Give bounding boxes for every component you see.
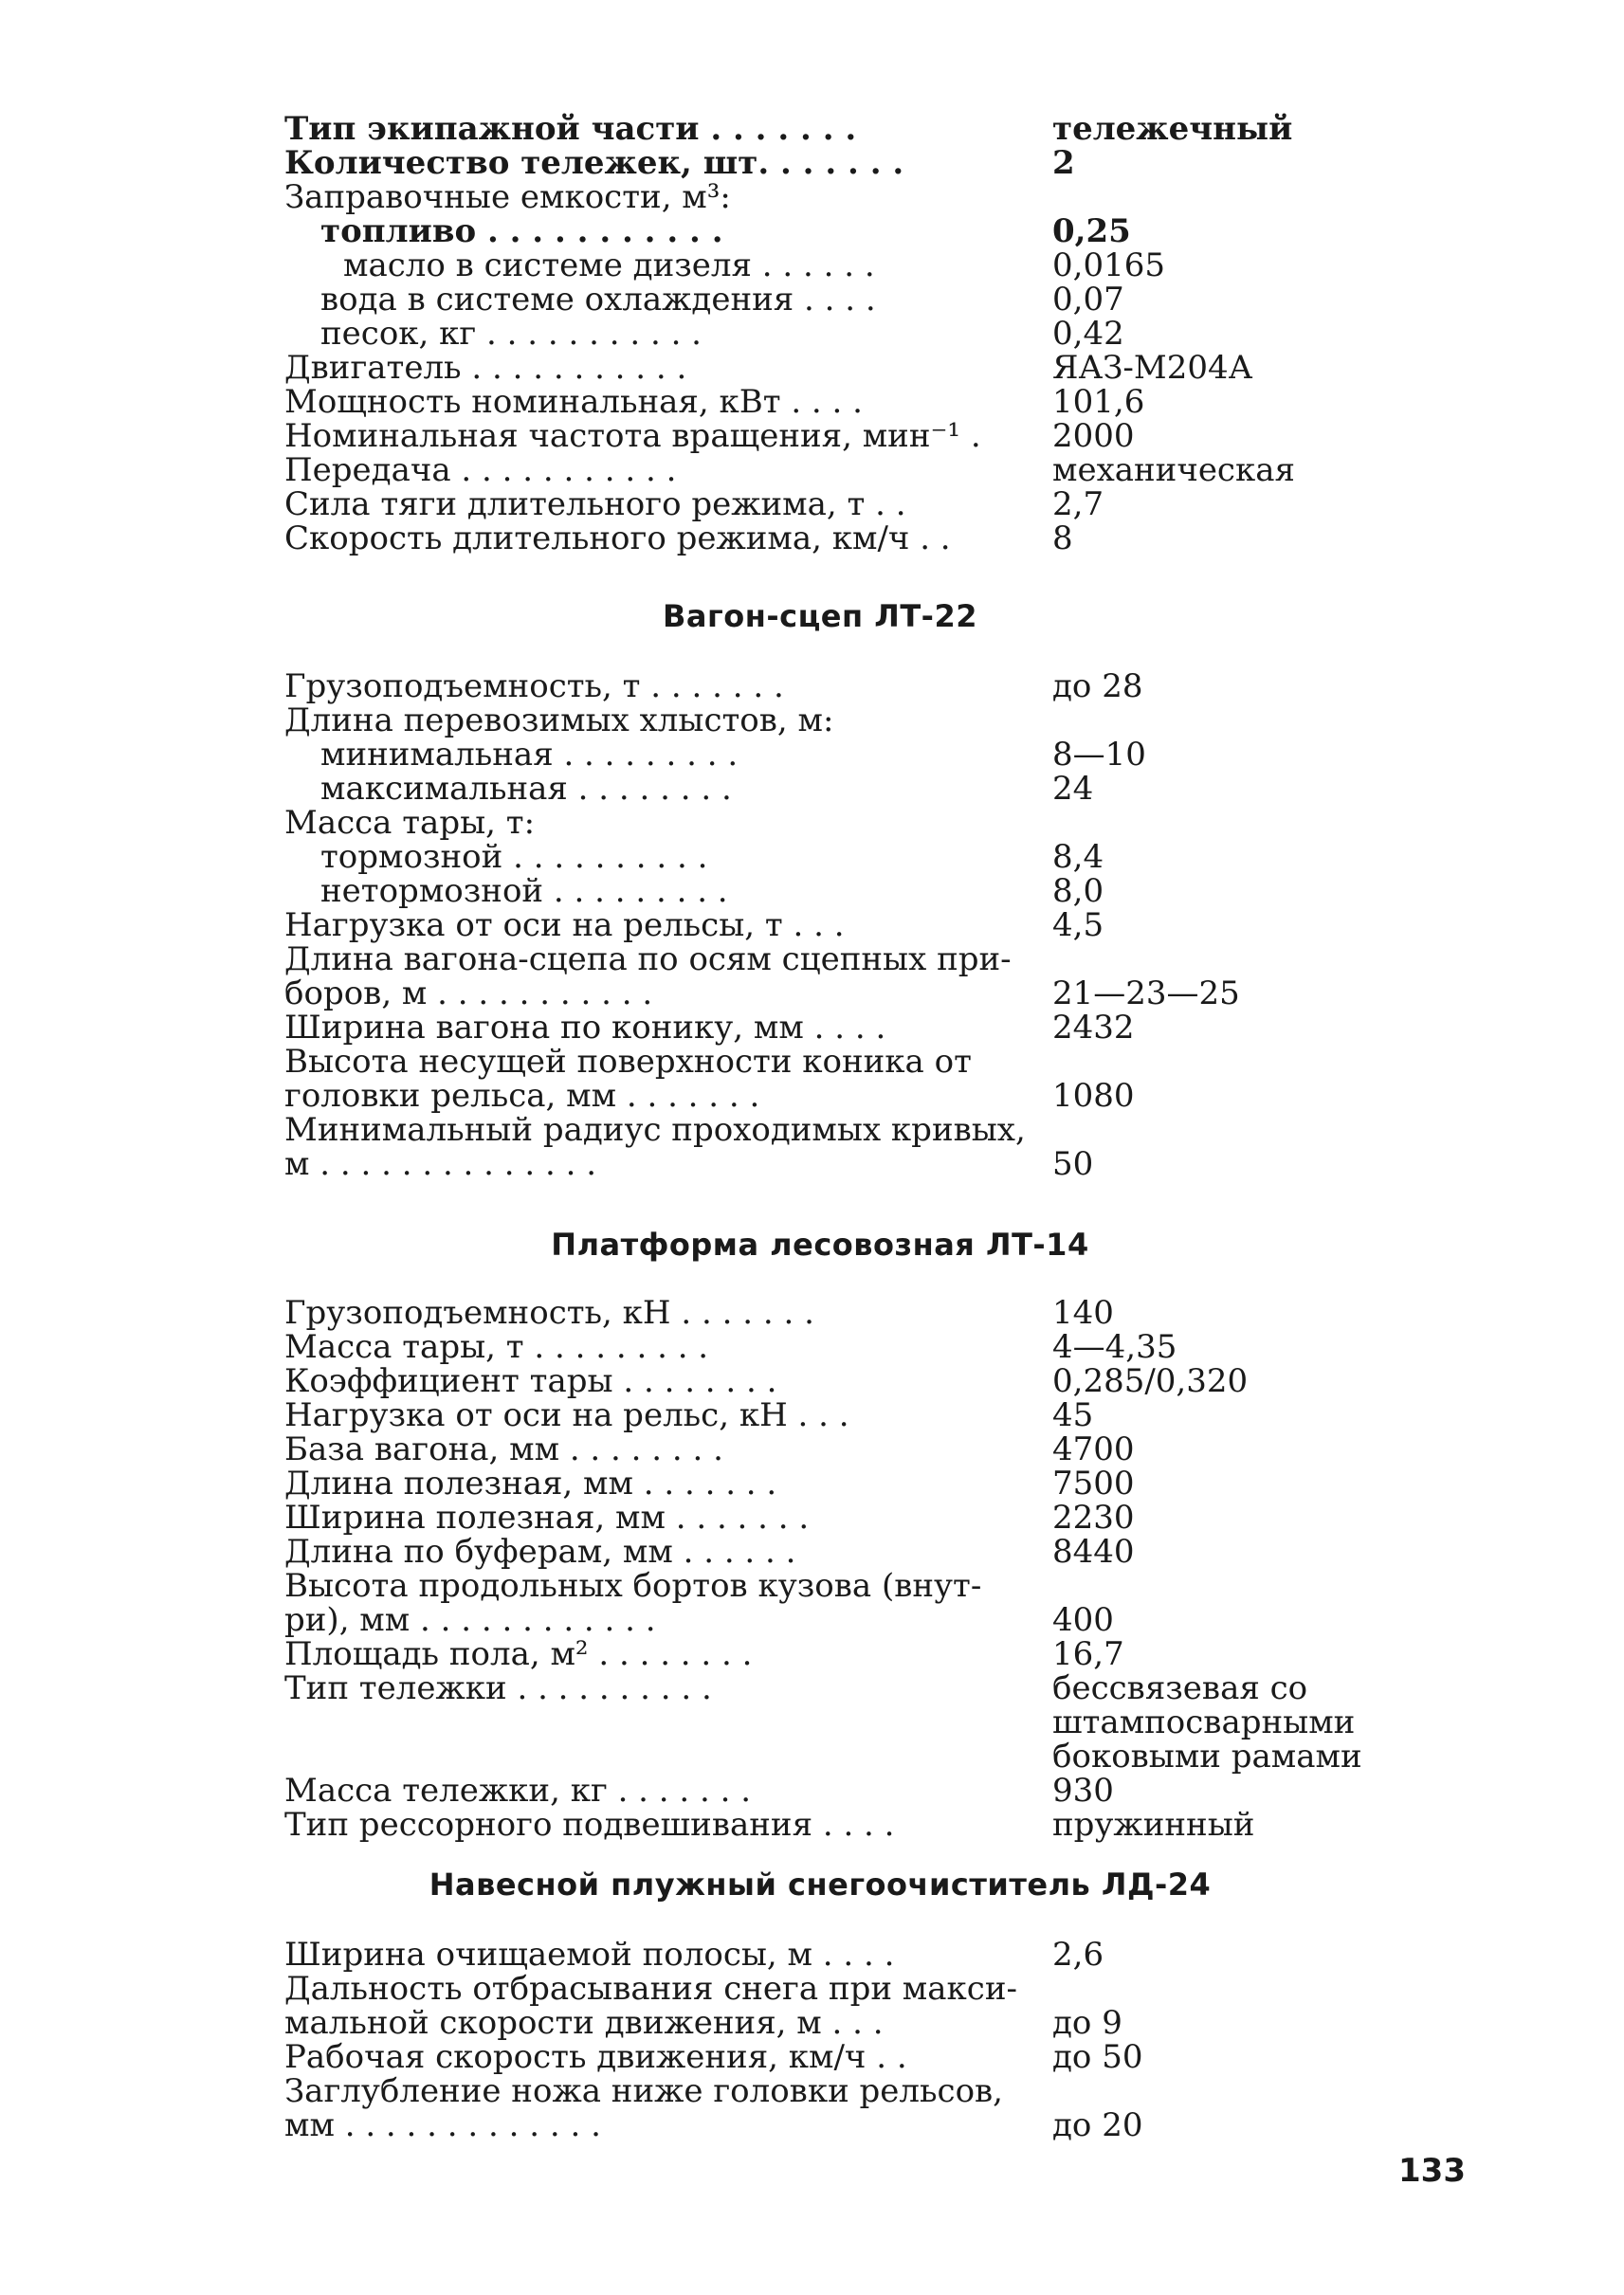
spec-value: 0,25 xyxy=(1052,212,1131,250)
spec-row xyxy=(284,419,1356,453)
spec-label: Длина по буферам, мм . . . . . . xyxy=(284,1533,796,1571)
spec-value: 45 xyxy=(1052,1396,1094,1434)
spec-label: Мощность номинальная, кВт . . . . xyxy=(284,383,863,421)
spec-value: боковыми рамами xyxy=(1052,1738,1362,1776)
spec-row xyxy=(284,772,1356,806)
spec-label: минимальная . . . . . . . . . xyxy=(320,736,739,774)
spec-label: Тип экипажной части . . . . . . . xyxy=(284,110,857,148)
spec-label: Номинальная частота вращения, мин⁻¹ . xyxy=(284,417,981,455)
spec-value: бессвязевая со xyxy=(1052,1669,1308,1707)
spec-row xyxy=(284,1705,1356,1739)
spec-label: Длина перевозимых хлыстов, м: xyxy=(284,701,834,739)
spec-row xyxy=(284,521,1356,556)
spec-value: 2,7 xyxy=(1052,485,1104,523)
spec-row xyxy=(284,908,1356,942)
spec-row xyxy=(284,1466,1356,1501)
spec-row xyxy=(284,1671,1356,1705)
spec-value: 21—23—25 xyxy=(1052,974,1240,1012)
spec-row xyxy=(284,214,1356,248)
spec-row xyxy=(284,487,1356,521)
spec-value: пружинный xyxy=(1052,1806,1255,1844)
spec-row xyxy=(284,453,1356,487)
spec-value: ЯАЗ-М204А xyxy=(1052,349,1253,387)
spec-value: 8 xyxy=(1052,519,1073,557)
spec-value: 0,285/0,320 xyxy=(1052,1362,1249,1400)
spec-value: 50 xyxy=(1052,1145,1094,1183)
spec-row xyxy=(284,703,1356,738)
spec-row xyxy=(284,146,1356,180)
spec-rows xyxy=(284,669,1356,1181)
spec-value: 2432 xyxy=(1052,1009,1135,1047)
spec-value: до 20 xyxy=(1052,2106,1143,2144)
spec-value: штампосварными xyxy=(1052,1703,1356,1741)
spec-value: механическая xyxy=(1052,451,1295,489)
spec-row xyxy=(284,1011,1356,1045)
section-title: Навесной плужный снегоочиститель ЛД-24 xyxy=(429,1867,1212,1903)
spec-value: 4700 xyxy=(1052,1430,1135,1468)
spec-row xyxy=(284,1972,1356,2006)
spec-value: 0,42 xyxy=(1052,315,1124,353)
spec-label: Сила тяги длительного режима, т . . xyxy=(284,485,906,523)
spec-label: Нагрузка от оси на рельсы, т . . . xyxy=(284,906,845,944)
spec-label: Заправочные емкости, м³: xyxy=(284,178,731,216)
spec-label: Тип тележки . . . . . . . . . . xyxy=(284,1669,712,1707)
spec-value: 0,07 xyxy=(1052,281,1124,319)
spec-label: Ширина полезная, мм . . . . . . . xyxy=(284,1499,810,1537)
spec-label: Масса тары, т . . . . . . . . . xyxy=(284,1328,709,1366)
spec-label: Масса тары, т: xyxy=(284,804,536,842)
spec-label: вода в системе охлаждения . . . . xyxy=(320,281,876,319)
spec-row xyxy=(284,669,1356,703)
spec-value: тележечный xyxy=(1052,110,1293,148)
spec-label: Ширина очищаемой полосы, м . . . . xyxy=(284,1936,895,1974)
spec-label: Нагрузка от оси на рельс, кН . . . xyxy=(284,1396,849,1434)
spec-label: мальной скорости движения, м . . . xyxy=(284,2004,884,2042)
spec-label: Ширина вагона по конику, мм . . . . xyxy=(284,1009,886,1047)
spec-row xyxy=(284,317,1356,351)
spec-value: до 28 xyxy=(1052,667,1143,705)
spec-row xyxy=(284,1330,1356,1364)
spec-value: 101,6 xyxy=(1052,383,1145,421)
spec-value: 4,5 xyxy=(1052,906,1104,944)
spec-label: тормозной . . . . . . . . . . xyxy=(320,838,708,876)
spec-value: 16,7 xyxy=(1052,1635,1124,1673)
spec-row xyxy=(284,976,1356,1011)
spec-label: Заглубление ножа ниже головки рельсов, xyxy=(284,2072,1003,2110)
spec-label: масло в системе дизеля . . . . . . xyxy=(343,246,875,284)
spec-value: 8—10 xyxy=(1052,736,1146,774)
spec-row xyxy=(284,180,1356,214)
spec-rows xyxy=(284,112,1356,556)
spec-label: Высота продольных бортов кузова (внут- xyxy=(284,1567,982,1605)
spec-row xyxy=(284,1147,1356,1181)
spec-value: 2 xyxy=(1052,144,1075,182)
spec-row xyxy=(284,840,1356,874)
spec-row xyxy=(284,1808,1356,1842)
spec-label: Дальность отбрасывания снега при макси- xyxy=(284,1970,1017,2008)
spec-row xyxy=(284,1938,1356,1972)
spec-value: 2230 xyxy=(1052,1499,1135,1537)
spec-row xyxy=(284,1535,1356,1569)
spec-label: Высота несущей поверхности коника от xyxy=(284,1043,972,1081)
spec-row xyxy=(284,1569,1356,1603)
spec-label: Грузоподъемность, кН . . . . . . . xyxy=(284,1294,814,1332)
spec-label: Коэффициент тары . . . . . . . . xyxy=(284,1362,777,1400)
spec-row xyxy=(284,942,1356,976)
spec-label: максимальная . . . . . . . . xyxy=(320,770,732,808)
spec-row xyxy=(284,1079,1356,1113)
spec-value: 8440 xyxy=(1052,1533,1135,1571)
spec-value: 400 xyxy=(1052,1601,1114,1639)
section-title: Вагон-сцеп ЛТ-22 xyxy=(663,598,977,634)
spec-rows xyxy=(284,1294,1362,1844)
spec-row xyxy=(284,1774,1356,1808)
spec-row xyxy=(284,248,1356,282)
spec-label: Масса тележки, кг . . . . . . . xyxy=(284,1772,752,1810)
spec-row xyxy=(284,1637,1356,1671)
spec-rows xyxy=(284,1938,1356,2142)
spec-row xyxy=(284,1113,1356,1147)
spec-row xyxy=(284,351,1356,385)
spec-row xyxy=(284,1738,1362,1776)
spec-label: Рабочая скорость движения, км/ч . . xyxy=(284,2038,907,2076)
spec-row xyxy=(284,282,1356,317)
spec-row xyxy=(284,112,1356,146)
spec-row xyxy=(284,1501,1356,1535)
spec-label: Длина вагона-сцепа по осям сцепных при- xyxy=(284,940,1012,978)
spec-label: Длина полезная, мм . . . . . . . xyxy=(284,1465,777,1503)
spec-label: головки рельса, мм . . . . . . . xyxy=(284,1077,760,1115)
spec-value: до 50 xyxy=(1052,2038,1143,2076)
spec-row xyxy=(284,385,1356,419)
spec-label: топливо . . . . . . . . . . . xyxy=(320,212,723,250)
spec-row xyxy=(284,2074,1356,2108)
spec-label: Передача . . . . . . . . . . . xyxy=(284,451,677,489)
spec-label: Двигатель . . . . . . . . . . . xyxy=(284,349,687,387)
section-title: Платформа лесовозная ЛТ-14 xyxy=(551,1227,1089,1263)
spec-row xyxy=(284,806,1356,840)
spec-label: мм . . . . . . . . . . . . . xyxy=(284,2106,601,2144)
spec-row xyxy=(284,1296,1356,1330)
spec-label: боров, м . . . . . . . . . . . xyxy=(284,974,653,1012)
spec-label: Скорость длительного режима, км/ч . . xyxy=(284,519,951,557)
spec-label: Количество тележек, шт. . . . . . . xyxy=(284,144,904,182)
spec-row xyxy=(284,738,1356,772)
spec-row xyxy=(284,1603,1356,1637)
spec-row xyxy=(284,874,1356,908)
spec-label: песок, кг . . . . . . . . . . . xyxy=(320,315,702,353)
spec-value: 2000 xyxy=(1052,417,1135,455)
spec-value: 24 xyxy=(1052,770,1094,808)
spec-value: 8,0 xyxy=(1052,872,1104,910)
spec-label: ри), мм . . . . . . . . . . . . xyxy=(284,1601,656,1639)
spec-label: Грузоподъемность, т . . . . . . . xyxy=(284,667,784,705)
spec-value: до 9 xyxy=(1052,2004,1122,2042)
spec-value: 140 xyxy=(1052,1294,1114,1332)
spec-label: База вагона, мм . . . . . . . . xyxy=(284,1430,723,1468)
spec-value: 0,0165 xyxy=(1052,246,1165,284)
spec-value: 7500 xyxy=(1052,1465,1135,1503)
page-number: 133 xyxy=(1398,2152,1466,2190)
spec-row xyxy=(284,2108,1356,2142)
spec-row xyxy=(284,2006,1356,2040)
spec-row xyxy=(284,1045,1356,1079)
spec-label: м . . . . . . . . . . . . . . xyxy=(284,1145,597,1183)
spec-value: 2,6 xyxy=(1052,1936,1104,1974)
spec-row xyxy=(284,2040,1356,2074)
spec-label: нетормозной . . . . . . . . . xyxy=(320,872,728,910)
spec-value: 930 xyxy=(1052,1772,1114,1810)
spec-label: Площадь пола, м² . . . . . . . . xyxy=(284,1635,753,1673)
spec-row xyxy=(284,1398,1356,1432)
spec-value: 1080 xyxy=(1052,1077,1135,1115)
spec-value: 8,4 xyxy=(1052,838,1104,876)
spec-label: Минимальный радиус проходимых кривых, xyxy=(284,1111,1026,1149)
spec-row xyxy=(284,1364,1356,1398)
spec-label: Тип рессорного подвешивания . . . . xyxy=(284,1806,895,1844)
spec-value: 4—4,35 xyxy=(1052,1328,1177,1366)
spec-row xyxy=(284,1432,1356,1466)
